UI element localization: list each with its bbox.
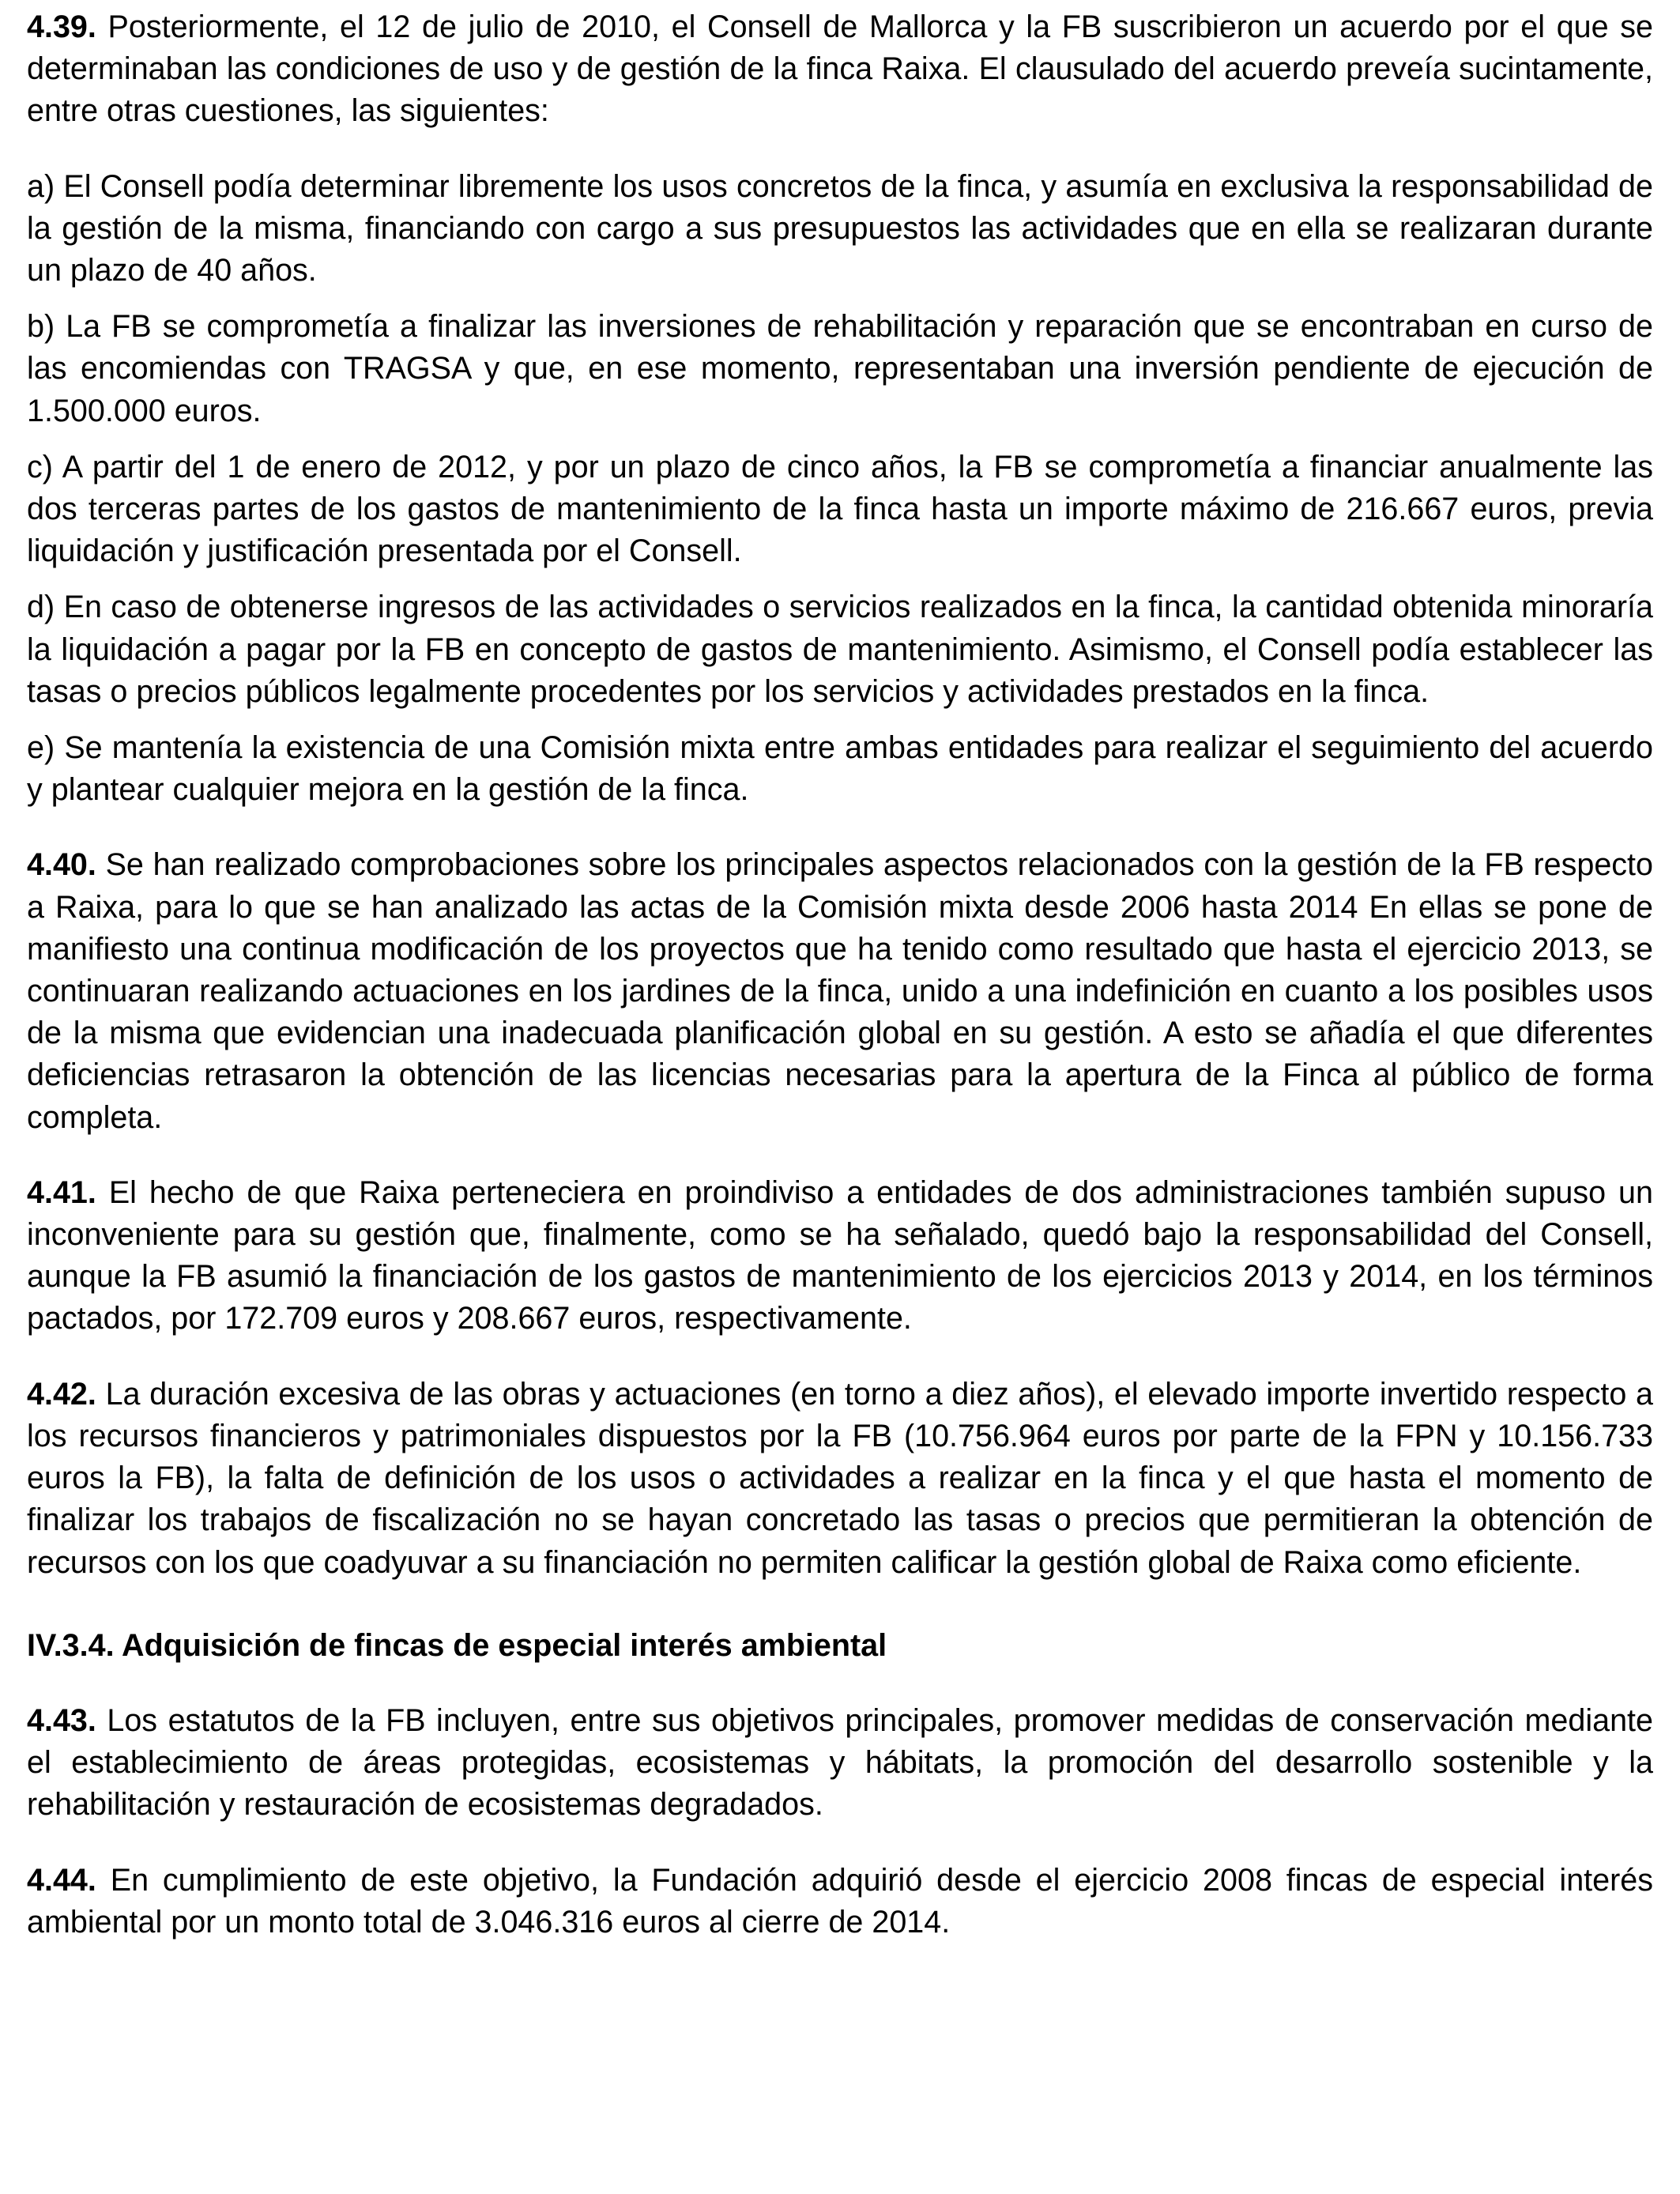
paragraph-4-40	[27, 844, 1653, 1138]
paragraph-text: Posteriormente, el 12 de julio de 2010, el Consell de Mallorca y la FB suscribieron un acuerdo por el que se determinaban las condiciones de uso y de gestión de la finca Raixa. El clausulado del acuerdo preveía sucintamente, entre otras cuestiones, las siguientes:	[27, 9, 1653, 129]
section-heading: IV.3.4. Adquisición de fincas de especial interés ambiental	[27, 1627, 887, 1663]
paragraph-4-42	[27, 1374, 1653, 1584]
list-item-b	[27, 306, 1653, 432]
list-item-text: El Consell podía determinar libremente los usos concretos de la finca, y asumía en exclusiva la responsabilidad de la gestión de la misma, financiando con cargo a sus presupuestos las actividades que en ella se realizaran durante un plazo de 40 años.	[27, 168, 1653, 288]
list-item-letter: a)	[27, 168, 55, 204]
paragraph-text: Se han realizado comprobaciones sobre los principales aspectos relacionados con la gestión de la FB respecto a Raixa, para lo que se han analizado las actas de la Comisión mixta desde 2006 hasta 2014 En ellas se pone de manifiesto una continua modificación de los proyectos que ha tenido como resultado que hasta el ejercicio 2013, se continuaran realizando actuaciones en los jardines de la finca, unido a una indefinición en cuanto a los posibles usos de la misma que evidencian una inadecuada planificación global en su gestión. A esto se añadía el que diferentes deficiencias retrasaron la obtención de las licencias necesarias para la apertura de la Finca al público de forma completa.	[27, 847, 1653, 1135]
document-page	[27, 0, 1653, 1943]
list-item-letter: c)	[27, 449, 53, 484]
paragraph-number: 4.40.	[27, 847, 96, 883]
list-item-c	[27, 447, 1653, 573]
list-item-text: A partir del 1 de enero de 2012, y por un plazo de cinco años, la FB se comprometía a financiar anualmente las dos terceras partes de los gastos de mantenimiento de la finca hasta un importe máximo de 216.667 euros, previa liquidación y justificación presentada por el Consell.	[27, 449, 1653, 569]
paragraph-text: La duración excesiva de las obras y actuaciones (en torno a diez años), el elevado importe invertido respecto a los recursos financieros y patrimoniales dispuestos por la FB (10.756.964 euros por parte de la FPN y 10.156.733 euros la FB), la falta de definición de los usos o actividades a realizar en la finca y el que hasta el momento de finalizar los trabajos de fiscalización no se hayan concretado las tasas o precios que permitieran la obtención de recursos con los que coadyuvar a su financiación no permiten calificar la gestión global de Raixa como eficiente.	[27, 1376, 1653, 1580]
list-item-text: En caso de obtenerse ingresos de las actividades o servicios realizados en la finca, la cantidad obtenida minoraría la liquidación a pagar por la FB en concepto de gastos de mantenimiento. Asimismo, el Consell podía establecer las tasas o precios públicos legalmente procedentes por los servicios y actividades prestados en la finca.	[27, 590, 1653, 709]
paragraph-4-41	[27, 1172, 1653, 1340]
list-item-letter: e)	[27, 730, 55, 766]
list-item-letter: b)	[27, 309, 55, 345]
list-item-text: La FB se comprometía a finalizar las inversiones de rehabilitación y reparación que se encontraban en curso de las encomiendas con TRAGSA y que, en ese momento, representaban una inversión pendiente de ejecución de 1.500.000 euros.	[27, 309, 1653, 428]
list-item-text: Se mantenía la existencia de una Comisión mixta entre ambas entidades para realizar el seguimiento del acuerdo y plantear cualquier mejora en la gestión de la finca.	[27, 730, 1653, 808]
paragraph-number: 4.44.	[27, 1862, 96, 1898]
list-item-a	[27, 166, 1653, 292]
paragraph-4-43	[27, 1700, 1653, 1826]
paragraph-text: En cumplimiento de este objetivo, la Fundación adquirió desde el ejercicio 2008 fincas de especial interés ambiental por un monto total de 3.046.316 euros al cierre de 2014.	[27, 1862, 1653, 1940]
list-item-d	[27, 586, 1653, 713]
list-item-e	[27, 727, 1653, 811]
paragraph-number: 4.41.	[27, 1174, 96, 1210]
paragraph-number: 4.39.	[27, 9, 96, 44]
paragraph-4-39	[27, 6, 1653, 133]
paragraph-4-44	[27, 1860, 1653, 1943]
paragraph-text: Los estatutos de la FB incluyen, entre sus objetivos principales, promover medidas de conservación mediante el establecimiento de áreas protegidas, ecosistemas y hábitats, la promoción del desarrollo sostenible y la rehabilitación y restauración de ecosistemas degradados.	[27, 1702, 1653, 1823]
paragraph-number: 4.43.	[27, 1702, 96, 1738]
list-item-letter: d)	[27, 590, 55, 625]
paragraph-number: 4.42.	[27, 1376, 96, 1412]
paragraph-text: El hecho de que Raixa perteneciera en proindiviso a entidades de dos administraciones también supuso un inconveniente para su gestión que, finalmente, como se ha señalado, quedó bajo la responsabilidad del Consell, aunque la FB asumió la financiación de los gastos de mantenimiento de los ejercicios 2013 y 2014, en los términos pactados, por 172.709 euros y 208.667 euros, respectivamente.	[27, 1174, 1653, 1336]
